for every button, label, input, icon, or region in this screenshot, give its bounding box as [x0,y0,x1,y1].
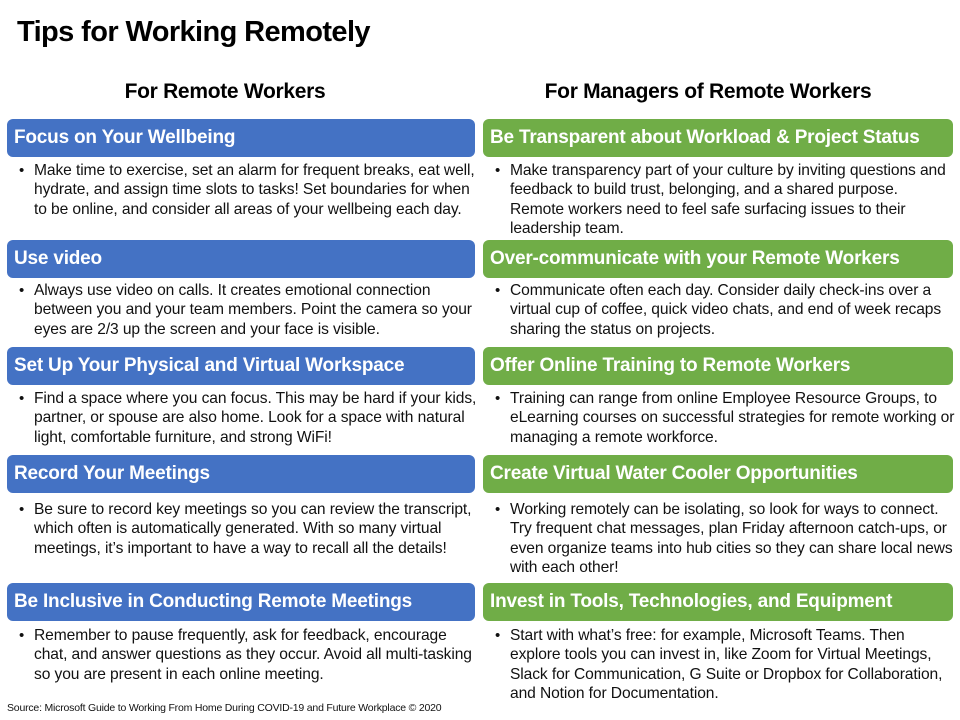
tip-header-workspace: Set Up Your Physical and Virtual Workspace [7,347,475,385]
tip-header-online-training: Offer Online Training to Remote Workers [483,347,953,385]
bullet-icon: • [19,501,25,518]
column-heading-remote-workers: For Remote Workers [124,80,326,103]
source-citation: Source: Microsoft Guide to Working From Home During COVID-19 and Future Workplace © 2020 [7,702,442,714]
bullet-icon: • [495,390,501,407]
tip-body-online-training [484,389,956,447]
tip-text: Make time to exercise, set an alarm for frequent breaks, eat well, hydrate, and assign time slots to tasks! Set boundaries for when to be online, and consider all areas of your wellbeing each day. [34,162,475,218]
bullet-icon: • [19,627,25,644]
tip-body-over-communicate [484,281,956,339]
bullet-icon: • [495,627,501,644]
tip-text: Start with what’s free: for example, Microsoft Teams. Then explore tools you can invest in, like Zoom for Virtual Meetings, Slack for Communication, G Suite or Dropbox for Collaboration, and Notion for Documentation. [510,627,943,703]
tip-text: Training can range from online Employee Resource Groups, to eLearning courses on successful strategies for remote working or managing a remote workforce. [510,390,955,446]
column-heading-managers: For Managers of Remote Workers [544,80,872,103]
bullet-icon: • [495,501,501,518]
bullet-icon: • [19,162,25,179]
tip-header-wellbeing: Focus on Your Wellbeing [7,119,475,157]
tip-body-workspace [8,389,478,447]
tip-text: Remember to pause frequently, ask for feedback, encourage chat, and answer questions as they occur. Avoid all multi-tasking so you are present in each online meeting. [34,627,472,683]
bullet-icon: • [19,282,25,299]
tip-text: Always use video on calls. It creates emotional connection between you and your team members. Point the camera so your eyes are 2/3 up the screen and your face is visible. [34,282,472,338]
tip-text: Working remotely can be isolating, so look for ways to connect. Try frequent chat messages, plan Friday afternoon catch-ups, or even organize teams into hub cities so they can share local news with each other! [510,501,953,577]
tip-text: Be sure to record key meetings so you can review the transcript, which often is automatically generated. With so many virtual meetings, it’s important to have a way to recall all the details! [34,501,472,557]
bullet-icon: • [495,162,501,179]
tip-header-inclusive-meetings: Be Inclusive in Conducting Remote Meetings [7,583,475,621]
tip-body-transparency [484,161,956,239]
tip-header-invest-tools: Invest in Tools, Technologies, and Equipment [483,583,953,621]
bullet-icon: • [495,282,501,299]
tip-text: Make transparency part of your culture by inviting questions and feedback to build trust, belonging, and a shared purpose. Remote workers need to feel safe surfacing issues to their leadership team. [510,162,946,238]
tip-header-water-cooler: Create Virtual Water Cooler Opportunities [483,455,953,493]
tip-body-wellbeing [8,161,478,219]
tip-text: Communicate often each day. Consider daily check-ins over a virtual cup of coffee, quick video chats, and end of week recaps sharing the status on projects. [510,282,942,338]
tip-body-use-video [8,281,478,339]
tip-header-transparency: Be Transparent about Workload & Project Status [483,119,953,157]
tip-text: Find a space where you can focus. This may be hard if your kids, partner, or spouse are also home. Look for a space with natural light, comfortable furniture, and strong WiFi! [34,390,477,446]
tip-header-over-communicate: Over-communicate with your Remote Workers [483,240,953,278]
tip-body-water-cooler [484,500,956,578]
bullet-icon: • [19,390,25,407]
tip-body-invest-tools [484,626,956,704]
tip-body-record-meetings [8,500,478,558]
tip-header-use-video: Use video [7,240,475,278]
tip-body-inclusive-meetings [8,626,478,684]
tip-header-record-meetings: Record Your Meetings [7,455,475,493]
page-title: Tips for Working Remotely [17,16,370,48]
